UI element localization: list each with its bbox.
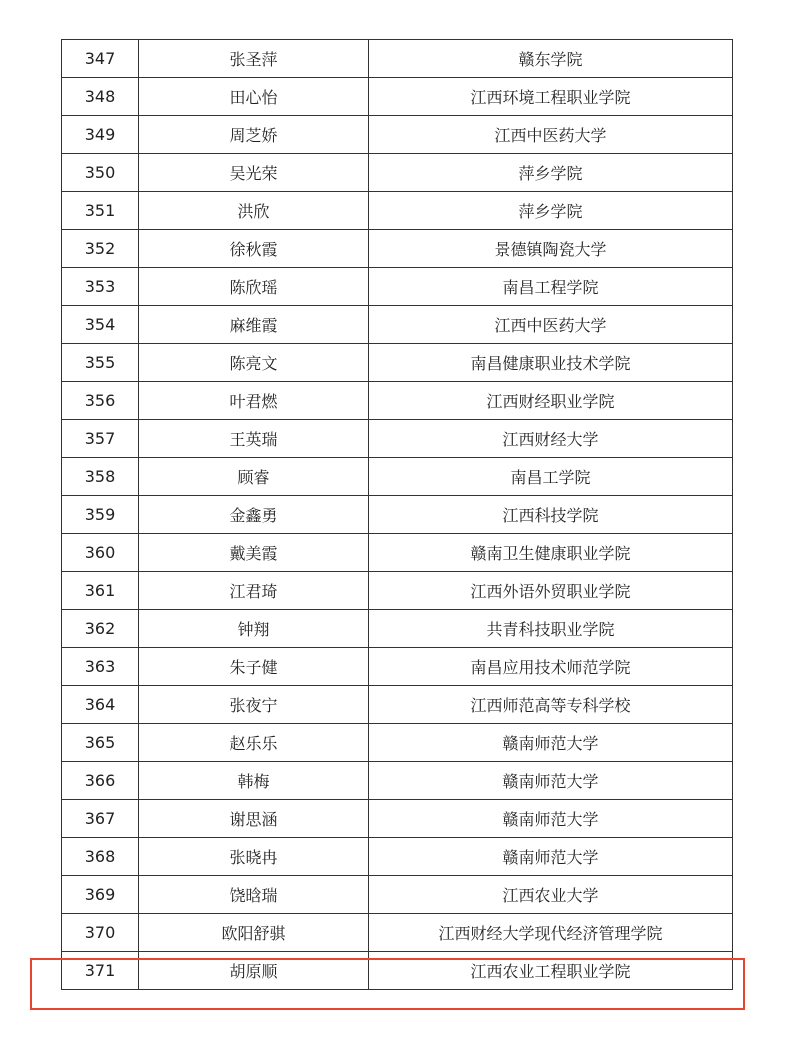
row-number-cell: 347: [62, 40, 139, 78]
table-row: [62, 800, 733, 838]
school-cell: 江西中医药大学: [369, 306, 733, 344]
table-row: [62, 40, 733, 78]
row-number-cell: 371: [62, 952, 139, 990]
name-cell: 韩梅: [139, 762, 369, 800]
row-number-cell: 365: [62, 724, 139, 762]
school-cell: 赣南师范大学: [369, 762, 733, 800]
name-cell: 顾睿: [139, 458, 369, 496]
name-cell: 陈亮文: [139, 344, 369, 382]
school-cell: 赣东学院: [369, 40, 733, 78]
table-row: [62, 458, 733, 496]
table-row: [62, 610, 733, 648]
row-number-cell: 357: [62, 420, 139, 458]
row-number-cell: 361: [62, 572, 139, 610]
school-cell: 景德镇陶瓷大学: [369, 230, 733, 268]
row-number-cell: 352: [62, 230, 139, 268]
school-cell: 江西科技学院: [369, 496, 733, 534]
name-cell: 吴光荣: [139, 154, 369, 192]
name-cell: 胡原顺: [139, 952, 369, 990]
school-cell: 萍乡学院: [369, 154, 733, 192]
table-row: [62, 116, 733, 154]
school-cell: 江西财经大学: [369, 420, 733, 458]
name-cell: 周芝娇: [139, 116, 369, 154]
school-cell: 江西环境工程职业学院: [369, 78, 733, 116]
row-number-cell: 355: [62, 344, 139, 382]
school-cell: 江西财经大学现代经济管理学院: [369, 914, 733, 952]
row-number-cell: 348: [62, 78, 139, 116]
school-cell: 南昌工学院: [369, 458, 733, 496]
school-cell: 赣南师范大学: [369, 724, 733, 762]
name-cell: 朱子健: [139, 648, 369, 686]
table-row: [62, 724, 733, 762]
table-row: [62, 648, 733, 686]
row-number-cell: 364: [62, 686, 139, 724]
table-row: [62, 420, 733, 458]
name-cell: 徐秋霞: [139, 230, 369, 268]
school-cell: 共青科技职业学院: [369, 610, 733, 648]
table-row: [62, 762, 733, 800]
row-number-cell: 353: [62, 268, 139, 306]
name-cell: 江君琦: [139, 572, 369, 610]
table-row: [62, 952, 733, 990]
row-number-cell: 370: [62, 914, 139, 952]
table-row: [62, 572, 733, 610]
name-cell: 洪欣: [139, 192, 369, 230]
row-number-cell: 362: [62, 610, 139, 648]
name-cell: 麻维霞: [139, 306, 369, 344]
roster-table-body: [62, 40, 733, 990]
table-row: [62, 686, 733, 724]
row-number-cell: 358: [62, 458, 139, 496]
name-cell: 王英瑞: [139, 420, 369, 458]
table-row: [62, 306, 733, 344]
table-row: [62, 914, 733, 952]
school-cell: 萍乡学院: [369, 192, 733, 230]
table-row: [62, 230, 733, 268]
table-row: [62, 876, 733, 914]
table-row: [62, 344, 733, 382]
name-cell: 张晓冉: [139, 838, 369, 876]
name-cell: 田心怡: [139, 78, 369, 116]
school-cell: 江西中医药大学: [369, 116, 733, 154]
name-cell: 谢思涵: [139, 800, 369, 838]
school-cell: 江西外语外贸职业学院: [369, 572, 733, 610]
table-row: [62, 838, 733, 876]
name-cell: 饶晗瑞: [139, 876, 369, 914]
name-cell: 张夜宁: [139, 686, 369, 724]
name-cell: 陈欣瑶: [139, 268, 369, 306]
row-number-cell: 366: [62, 762, 139, 800]
table-row: [62, 192, 733, 230]
row-number-cell: 351: [62, 192, 139, 230]
row-number-cell: 354: [62, 306, 139, 344]
table-row: [62, 78, 733, 116]
roster-table: [61, 39, 733, 990]
table-row: [62, 534, 733, 572]
name-cell: 赵乐乐: [139, 724, 369, 762]
name-cell: 金鑫勇: [139, 496, 369, 534]
row-number-cell: 349: [62, 116, 139, 154]
school-cell: 赣南卫生健康职业学院: [369, 534, 733, 572]
table-row: [62, 268, 733, 306]
row-number-cell: 367: [62, 800, 139, 838]
school-cell: 南昌应用技术师范学院: [369, 648, 733, 686]
school-cell: 南昌工程学院: [369, 268, 733, 306]
row-number-cell: 363: [62, 648, 139, 686]
row-number-cell: 368: [62, 838, 139, 876]
name-cell: 张圣萍: [139, 40, 369, 78]
school-cell: 江西农业工程职业学院: [369, 952, 733, 990]
name-cell: 钟翔: [139, 610, 369, 648]
school-cell: 南昌健康职业技术学院: [369, 344, 733, 382]
school-cell: 赣南师范大学: [369, 800, 733, 838]
row-number-cell: 350: [62, 154, 139, 192]
school-cell: 江西师范高等专科学校: [369, 686, 733, 724]
name-cell: 欧阳舒骐: [139, 914, 369, 952]
row-number-cell: 356: [62, 382, 139, 420]
row-number-cell: 369: [62, 876, 139, 914]
row-number-cell: 360: [62, 534, 139, 572]
school-cell: 江西财经职业学院: [369, 382, 733, 420]
name-cell: 戴美霞: [139, 534, 369, 572]
row-number-cell: 359: [62, 496, 139, 534]
school-cell: 江西农业大学: [369, 876, 733, 914]
name-cell: 叶君燃: [139, 382, 369, 420]
school-cell: 赣南师范大学: [369, 838, 733, 876]
table-row: [62, 382, 733, 420]
table-row: [62, 154, 733, 192]
table-row: [62, 496, 733, 534]
